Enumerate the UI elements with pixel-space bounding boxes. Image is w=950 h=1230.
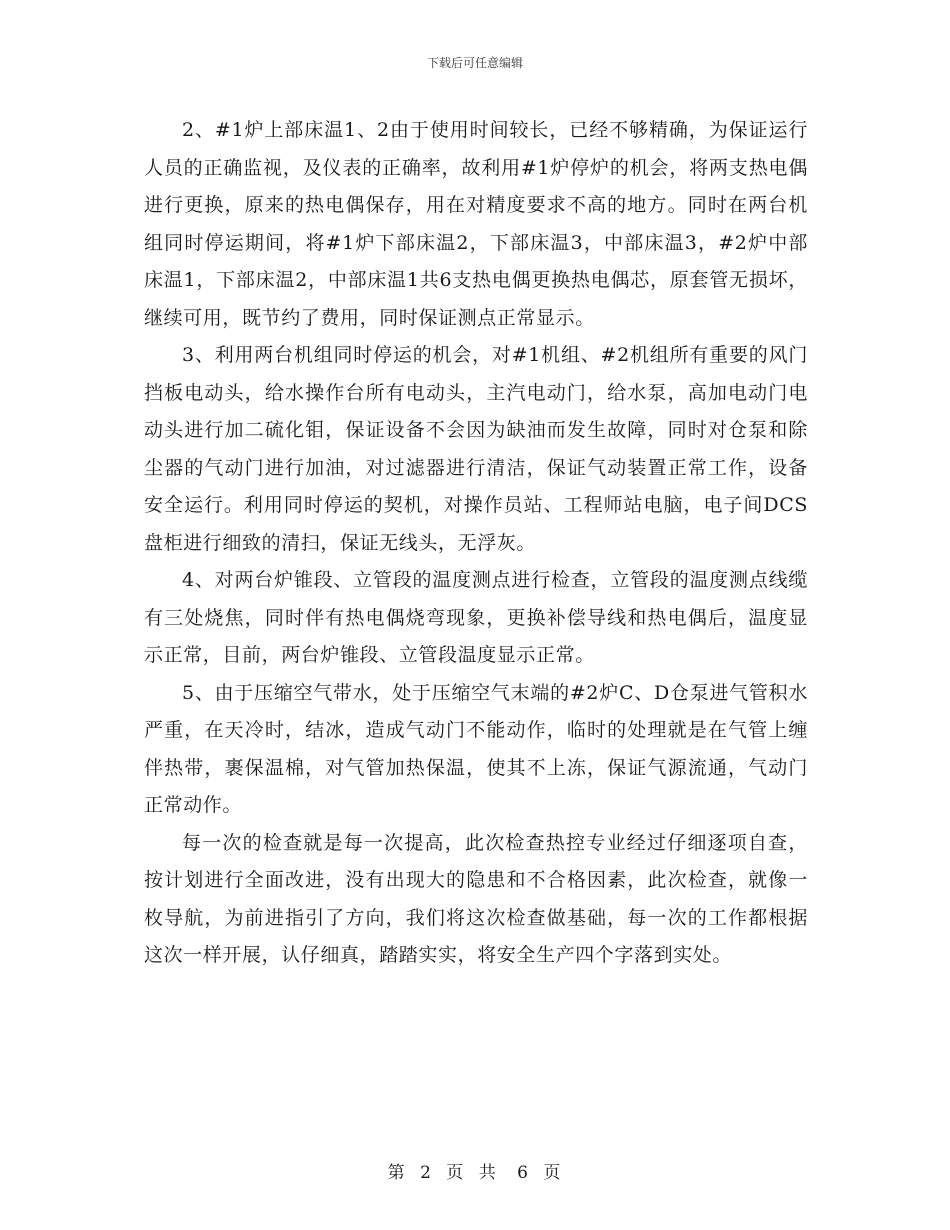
header-note: 下载后可任意编辑 xyxy=(426,56,523,70)
footer-suffix: 页 xyxy=(543,1163,563,1183)
footer-total-word: 共 xyxy=(478,1163,498,1183)
paragraph-item-5: 5、由于压缩空气带水，处于压缩空气末端的#2炉C、D仓泵进气管积水严重，在天冷时，结冰，造成气动门不能动作，临时的处理就是在气管上缠伴热带，裹保温棉，对气管加热保温，使其不上冻，保证气源流通，气动门正常动作。 xyxy=(144,681,808,816)
footer-prefix: 第 xyxy=(387,1163,407,1183)
footer-current-page: 2 xyxy=(420,1163,433,1183)
paragraph-item-2: 2、#1炉上部床温1、2由于使用时间较长，已经不够精确，为保证运行人员的正确监视，及仪表的正确率，故利用#1炉停炉的机会，将两支热电偶进行更换，原来的热电偶保存，用在对精度要求不高的地方。同时在两台机组同时停运期间，将#1炉下部床温2，下部床温3，中部床温3，#2炉中部床温1，下部床温2，中部床温1共6支热电偶更换热电偶芯，原套管无损坏，继续可用，既节约了费用，同时保证测点正常显示。 xyxy=(144,119,808,329)
footer-page-word: 页 xyxy=(446,1163,466,1183)
page-footer xyxy=(0,1158,950,1183)
paragraph-conclusion: 每一次的检查就是每一次提高，此次检查热控专业经过仔细逐项自查，按计划进行全面改进，没有出现大的隐患和不合格因素，此次检查，就像一枚导航，为前进指引了方向，我们将这次检查做基础，每一次的工作都根据这次一样开展，认仔细真，踏踏实实，将安全生产四个字落到实处。 xyxy=(144,831,808,966)
footer-total-pages: 6 xyxy=(517,1163,530,1183)
paragraph-item-4: 4、对两台炉锥段、立管段的温度测点进行检查，立管段的温度测点线缆有三处烧焦，同时伴有热电偶烧弯现象，更换补偿导线和热电偶后，温度显示正常，目前，两台炉锥段、立管段温度显示正常。 xyxy=(144,569,808,666)
document-body xyxy=(144,112,808,975)
paragraph-item-3: 3、利用两台机组同时停运的机会，对#1机组、#2机组所有重要的风门挡板电动头，给水操作台所有电动头，主汽电动门，给水泵，高加电动门电动头进行加二硫化钼，保证设备不会因为缺油而发生故障，同时对仓泵和除尘器的气动门进行加油，对过滤器进行清洁，保证气动装置正常工作，设备安全运行。利用同时停运的契机，对操作员站、工程师站电脑，电子间DCS盘柜进行细致的清扫，保证无线头，无浮灰。 xyxy=(144,344,808,554)
